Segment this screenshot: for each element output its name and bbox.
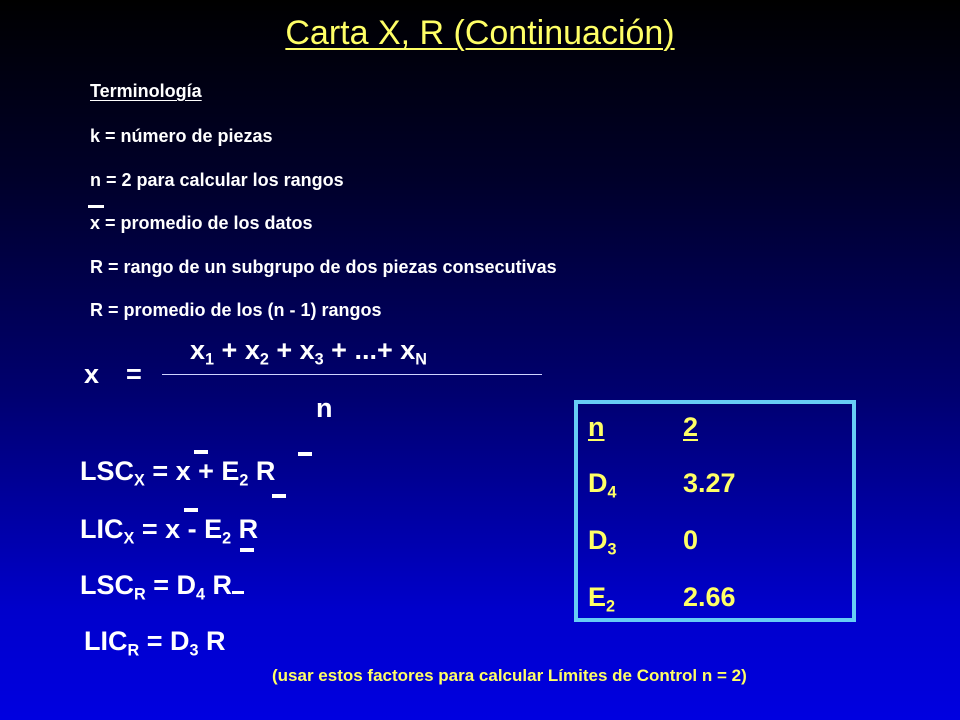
- term-xbar: x = promedio de los datos: [90, 213, 313, 233]
- licx-rbar-overline: [272, 494, 286, 498]
- factors-table: [574, 400, 856, 622]
- fraction-line: [162, 374, 542, 375]
- lscr-rbar-overline: [240, 548, 254, 552]
- term-k: k = número de piezas: [90, 126, 273, 146]
- lsc-r-formula: $LSC_R = D_4$ R: [80, 570, 232, 604]
- term-n: n = 2 para calcular los rangos: [90, 170, 344, 190]
- lic-x-formula: $LIC_X = x - E_2$ R: [80, 514, 259, 548]
- page-title: Carta X, R (Continuación): [285, 14, 675, 52]
- lscx-xbar-overline: [194, 450, 208, 454]
- lic-r-formula: $LIC_R = D_3$ R: [84, 626, 226, 660]
- formula-denominator: n: [316, 393, 333, 423]
- usage-note: (usar estos factores para calcular Límites de Control n = 2): [272, 666, 747, 685]
- terminology-heading: Terminología: [90, 81, 202, 101]
- table-header-value: 2: [683, 412, 699, 442]
- table-row-label: $D_4$: [588, 468, 617, 502]
- table-row-label: $D_3$: [588, 525, 617, 559]
- lscx-rbar-overline: [298, 452, 312, 456]
- term-r: R = rango de un subgrupo de dos piezas consecutivas: [90, 257, 557, 277]
- formula-numerator: $x_1 + x_2 + x_3$ + ...+ $x_N$: [190, 335, 427, 369]
- table-row-value: 0: [683, 525, 699, 555]
- lscr-mark: [232, 591, 244, 594]
- formula-lhs: x: [84, 359, 100, 389]
- formula-equals: =: [126, 359, 142, 389]
- table-row-label: $E_2$: [588, 582, 616, 616]
- licx-xbar-overline: [184, 508, 198, 512]
- table-row-value: 2.66: [683, 582, 736, 612]
- lsc-x-formula: $LSC_X = x + E_2$ R: [80, 456, 276, 490]
- xbar-overline: [88, 205, 104, 208]
- term-rbar: R = promedio de los (n - 1) rangos: [90, 300, 382, 320]
- table-row-value: 3.27: [683, 468, 736, 498]
- table-header-label: n: [588, 412, 605, 442]
